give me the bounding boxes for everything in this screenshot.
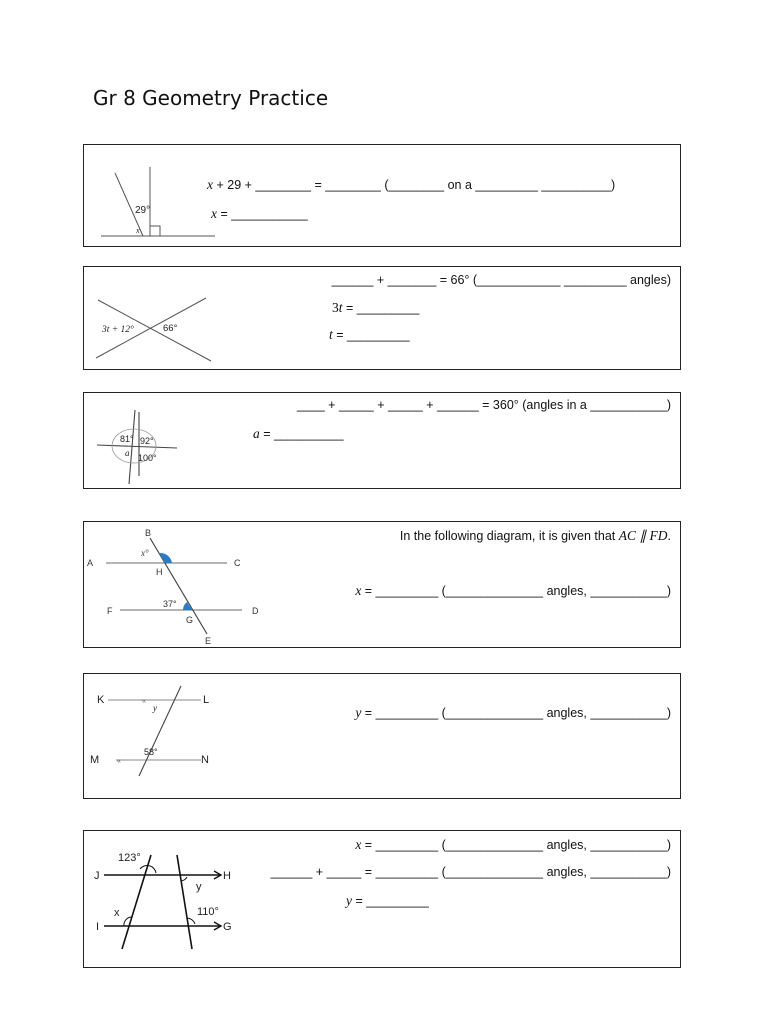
problem-5 [83,673,681,799]
problem-6-figure [84,845,244,961]
point-k-label: K [97,694,105,706]
problem-5-line-1: y = _________ (______________ angles, ___________) [355,705,671,720]
problem-3-line-2: a = __________ [253,426,344,441]
angle-x-label: x [114,907,120,919]
angle-100-label: 100° [138,453,157,463]
problem-2-figure [94,295,214,367]
problem-3-figure [95,406,185,486]
point-n-label: N [201,754,209,766]
problem-4-line-1: In the following diagram, it is given that AC ∥ FD. [399,528,671,543]
point-b-label: B [145,528,152,538]
problem-1-figure [99,163,219,243]
point-h-label: H [223,870,231,882]
angle-123-label: 123° [118,852,141,864]
problem-6-line-2: ______ + _____ = _________ (______________ angles, ___________) [270,865,671,879]
point-d-label: D [252,606,259,616]
problem-3 [83,392,681,489]
angle-y-label: y [196,881,202,893]
problem-2-line-3: t = _________ [329,327,410,342]
point-c-label: C [234,558,241,568]
problem-3-line-1: ____ + _____ + _____ + ______ = 360° (angles in a ___________) [296,398,671,412]
angle-92-label: 92° [140,436,154,446]
problem-4-line-2: x = _________ (______________ angles, ___________) [355,583,671,598]
angle-37-label: 37° [163,599,177,609]
angle-x-label: x [136,226,140,235]
problem-4-figure [84,526,274,648]
angle-66-label: 66° [163,323,178,334]
problem-1-line-1: x + 29 + ________ = ________ (________ on a _________ __________) [207,177,616,192]
angle-x-label: x° [141,548,149,558]
point-f-label: F [107,606,113,616]
page-title: Gr 8 Geometry Practice [93,86,329,110]
angle-29-label: 29° [135,205,151,216]
marker-k-arrow: « [142,698,146,705]
problem-6 [83,830,681,968]
problem-6-line-3: y = _________ [346,893,429,908]
point-g-label: G [223,921,232,933]
angle-3t12-label: 3t + 12° [102,325,134,335]
angle-y-label: y [153,703,157,713]
marker-m-arrow: « [117,758,121,765]
problem-4 [83,521,681,648]
problem-2-line-2: 3t = _________ [332,300,420,315]
point-e-label: E [205,636,212,646]
problem-2-line-1: ______ + _______ = 66° (____________ _________ angles) [331,273,671,287]
problem-2 [83,266,681,370]
problem-6-line-1: x = _________ (______________ angles, ___________) [355,837,671,852]
point-a-label: A [87,558,94,568]
angle-58-label: 58° [144,747,158,757]
problem-1 [83,144,681,247]
angle-a-label: a [125,448,130,458]
point-m-label: M [90,754,100,766]
angle-81-label: 81° [120,434,134,444]
point-l-label: L [203,694,210,706]
point-i-label: I [96,921,100,933]
point-h-label: H [156,567,163,577]
angle-110-label: 110° [197,906,219,918]
problem-1-line-2: x = ___________ [211,206,308,221]
problem-5-figure [84,684,224,794]
point-g-label: G [186,615,194,625]
point-j-label: J [94,870,100,882]
